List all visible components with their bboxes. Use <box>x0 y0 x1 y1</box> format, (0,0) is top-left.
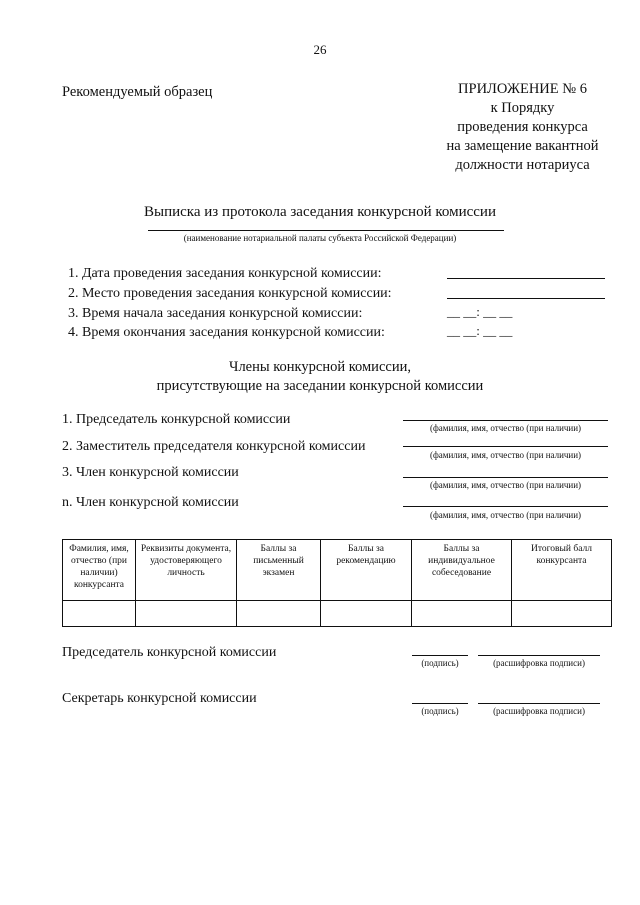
field-end-time: 4. Время окончания заседания конкурсной комиссии: <box>68 325 385 340</box>
members-title-line: присутствующие на заседании конкурсной комиссии <box>156 378 484 394</box>
start-time-blank: __ __: __ __ <box>447 304 513 319</box>
table-cell <box>412 601 512 627</box>
member-name-line <box>403 420 608 421</box>
col-header-total: Итоговый балл конкурсанта <box>512 540 612 601</box>
decoding-caption: (расшифровка подписи) <box>493 706 585 716</box>
member-deputy-chairman: 2. Заместитель председателя конкурсной комиссии <box>62 439 366 454</box>
col-header-name: Фамилия, имя, отчество (при наличии) конкурсанта <box>63 540 136 601</box>
results-table <box>62 539 612 627</box>
appendix-line: к Порядку <box>490 100 555 116</box>
table-header-row <box>63 540 612 601</box>
table-row <box>63 601 612 627</box>
signature-line <box>412 655 468 656</box>
appendix-line: должности нотариуса <box>455 157 590 173</box>
members-title <box>0 358 640 396</box>
member-chairman: 1. Председатель конкурсной комиссии <box>62 412 291 427</box>
member-name-caption: (фамилия, имя, отчество (при наличии) <box>429 450 582 460</box>
col-header-recommendation: Баллы за рекомендацию <box>321 540 412 601</box>
signature-caption: (подпись) <box>421 706 459 716</box>
chamber-caption: (наименование нотариальной палаты субъекта Российской Федерации) <box>183 233 457 243</box>
table-cell <box>63 601 136 627</box>
recommended-sample-label: Рекомендуемый образец <box>62 84 213 100</box>
member-3: 3. Член конкурсной комиссии <box>62 465 239 480</box>
meeting-date-line <box>447 278 605 279</box>
meeting-place-line <box>447 298 605 299</box>
decoding-caption: (расшифровка подписи) <box>493 658 585 668</box>
members-title-line: Члены конкурсной комиссии, <box>229 359 411 375</box>
member-name-line <box>403 506 608 507</box>
signature-role-secretary: Секретарь конкурсной комиссии <box>62 691 257 706</box>
table-cell <box>512 601 612 627</box>
signature-line <box>412 703 468 704</box>
document-title: Выписка из протокола заседания конкурсной комиссии <box>144 204 496 220</box>
table-cell <box>237 601 321 627</box>
signature-role-chairman: Председатель конкурсной комиссии <box>62 645 277 660</box>
col-header-written-exam: Баллы за письменный экзамен <box>237 540 321 601</box>
chamber-name-line <box>148 230 504 231</box>
member-n: n. Член конкурсной комиссии <box>62 495 239 510</box>
appendix-line: ПРИЛОЖЕНИЕ № 6 <box>458 81 587 97</box>
page-number: 26 <box>313 42 327 57</box>
decoding-line <box>478 703 600 704</box>
table-cell <box>321 601 412 627</box>
member-name-line <box>403 477 608 478</box>
decoding-line <box>478 655 600 656</box>
field-meeting-date: 1. Дата проведения заседания конкурсной комиссии: <box>68 266 382 281</box>
signature-caption: (подпись) <box>421 658 459 668</box>
member-name-caption: (фамилия, имя, отчество (при наличии) <box>429 423 582 433</box>
field-meeting-place: 2. Место проведения заседания конкурсной комиссии: <box>68 286 392 301</box>
appendix-line: на замещение вакантной <box>446 138 599 154</box>
col-header-identity-doc: Реквизиты документа, удостоверяющего личность <box>136 540 237 601</box>
col-header-interview: Баллы за индивидуальное собеседование <box>412 540 512 601</box>
member-name-caption: (фамилия, имя, отчество (при наличии) <box>429 480 582 490</box>
appendix-line: проведения конкурса <box>457 119 588 135</box>
member-name-caption: (фамилия, имя, отчество (при наличии) <box>429 510 582 520</box>
table-cell <box>136 601 237 627</box>
appendix-block <box>430 80 615 175</box>
field-start-time: 3. Время начала заседания конкурсной комиссии: <box>68 306 363 321</box>
end-time-blank: __ __: __ __ <box>447 323 513 338</box>
member-name-line <box>403 446 608 447</box>
